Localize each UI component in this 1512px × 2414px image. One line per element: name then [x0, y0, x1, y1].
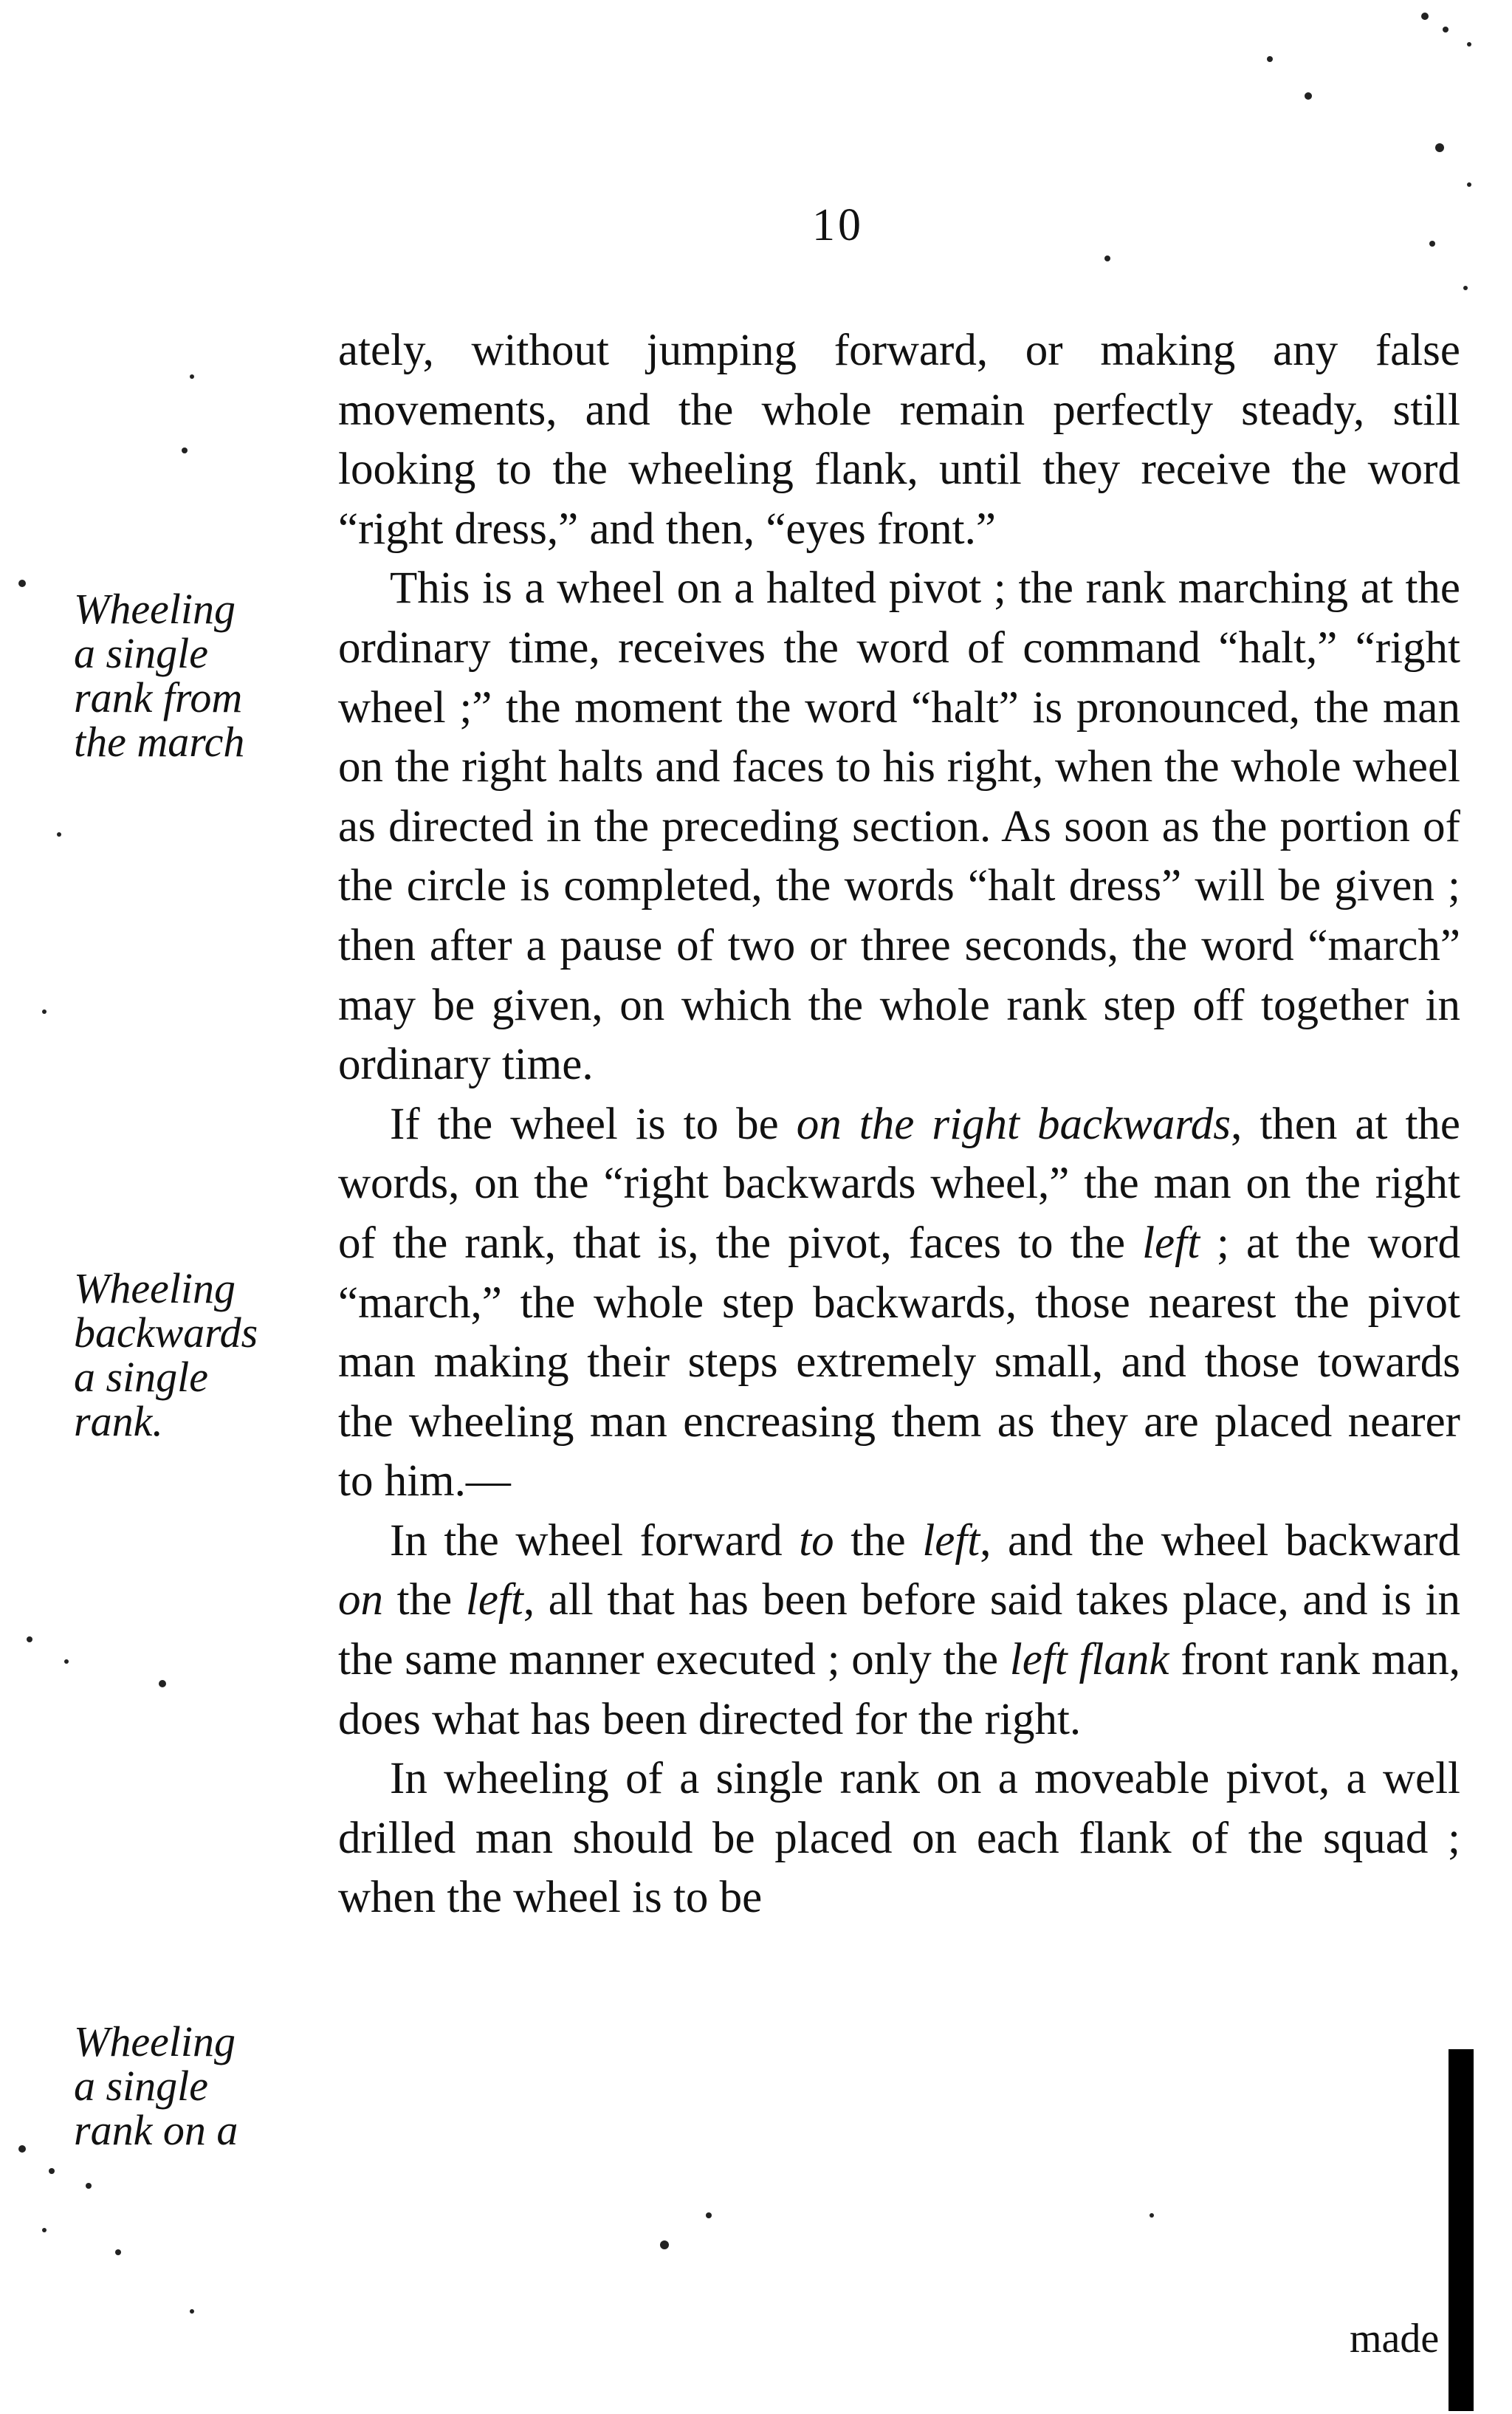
catchword: made — [1350, 2316, 1440, 2362]
italic-run: left — [922, 1515, 980, 1566]
page-number: 10 — [812, 200, 864, 250]
margin-note-line: rank from — [74, 673, 243, 721]
text-run: ately, without jumping forward, or making any false movements, and the whole remain perfectly steady, still looking to the wheeling flank, until they receive the word “right dress,” and then, “eyes front.” — [338, 326, 1460, 554]
margin-note-line: rank on a — [74, 2106, 238, 2154]
italic-run: left — [1142, 1218, 1200, 1268]
text-run: the — [834, 1515, 923, 1566]
italic-run: on the right backwards — [796, 1099, 1231, 1149]
italic-run: left — [465, 1575, 523, 1625]
text-run: If the wheel is to be — [390, 1099, 797, 1149]
text-run: In the wheel forward — [390, 1515, 800, 1566]
margin-note-line: the march — [74, 718, 245, 766]
margin-note-line: a single — [74, 2062, 209, 2110]
margin-note-line: a single — [74, 1353, 209, 1401]
margin-note-line: a single — [74, 629, 209, 677]
text-run: In wheeling of a single rank on a moveable pivot, a well drilled man should be placed on each flank of the squad ; when the wheel is to be — [338, 1754, 1460, 1923]
italic-run: to — [799, 1515, 834, 1566]
margin-note-line: backwards — [74, 1309, 258, 1357]
text-run: , and the wheel backward — [980, 1515, 1460, 1566]
italic-run: left flank — [1009, 1635, 1169, 1685]
margin-note-line: Wheeling — [74, 2017, 236, 2065]
text-run: , all that has been before said takes place, and is in the same manner executed ; only the — [338, 1575, 1460, 1685]
margin-note-line: Wheeling — [74, 1264, 236, 1312]
margin-note-line: Wheeling — [74, 585, 236, 633]
text-run: , then at the words, on the “right backwards wheel,” the man on the right of the rank, that is, the pivot, faces to the — [338, 1099, 1460, 1268]
italic-run: on — [338, 1575, 383, 1625]
text-run: front rank man, does what has been directed for the right. — [338, 1635, 1460, 1744]
text-run: the — [383, 1575, 466, 1625]
text-run: This is a wheel on a halted pivot ; the rank marching at the ordinary time, receives the word of command “halt,” “right wheel ;” the moment the word “halt” is pronounced, the man on the right halts and faces to his right, when the whole wheel as directed in the preceding section. As soon as the portion of the circle is completed, the words “halt dress” will be given ; then after a pause of two or three seconds, the word “march” may be given, on which the whole rank step off together in ordinary time. — [338, 563, 1460, 1090]
margin-note-line: rank. — [74, 1397, 163, 1445]
text-run: ; at the word “march,” the whole step backwards, those nearest the pivot man making their steps extremely small, and those towards the wheeling man encreasing them as they are placed nearer to him.— — [338, 1218, 1461, 1506]
